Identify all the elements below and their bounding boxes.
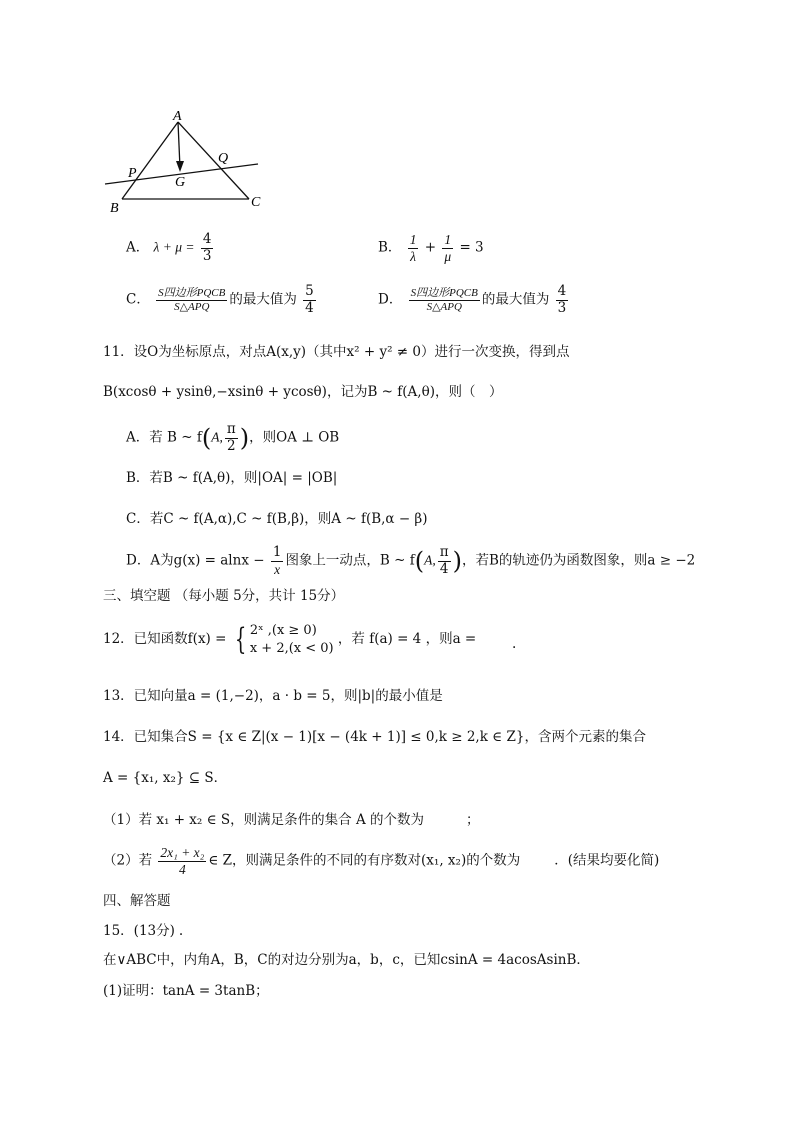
fraction: $\frac{1}{\lambda}$ <box>409 232 417 264</box>
q15-head: 15．(13分) . <box>103 923 184 939</box>
option-text: 图象上一动点，B ~ f <box>285 552 415 569</box>
label-C: C <box>251 195 261 210</box>
option-text: 的最大值为 <box>229 291 297 308</box>
piecewise-cases: 2ˣ ,(x ≥ 0) x + 2,(x < 0) <box>249 623 334 656</box>
label-G: G <box>175 175 186 190</box>
option-text: A．若 B ~ f <box>126 429 202 446</box>
option-text: D．A为g(x) = alnx − <box>126 552 265 569</box>
option-expr: = 3 <box>459 239 484 256</box>
label-A: A <box>173 109 182 124</box>
option-text: ，则OA ⊥ OB <box>249 429 340 446</box>
fraction: $\frac{1}{x}$ <box>272 544 282 577</box>
q15-line1: 在∨ABC中，内角A，B，C的对边分别为a，b，c，已知csinA = 4acosAsinB． <box>103 952 590 968</box>
fraction: $\frac{\text{2x₁ + x₂}}{4}$ <box>160 845 205 877</box>
section-heading-fill-in: 三、填空题 （每小题 5分，共计 15分） <box>103 588 345 604</box>
label-P: P <box>128 166 137 181</box>
q11-stem-line1: 11．设O为坐标原点，对点A(x,y)（其中x² + y² ≠ 0）进行一次变换，得到点 <box>103 344 570 360</box>
section-heading-solutions: 四、解答题 <box>103 893 171 909</box>
q12: 12．已知函数f(x) = { 2ˣ ,(x ≥ 0) x + 2,(x < 0) ，若 f(a) = 4 ，则a = <box>103 621 477 657</box>
q12-text: 12．已知函数f(x) = <box>103 631 227 648</box>
q10-option-b <box>378 232 484 264</box>
triangle-figure <box>95 108 285 218</box>
fraction: $\frac{\text{S四边形PQCB}}{\text{S△APQ}}$ <box>410 286 478 313</box>
fraction: $\frac{\pi}{4}$ <box>439 544 449 577</box>
option-expr: λ + μ = <box>153 239 195 255</box>
triangle-side-ac <box>178 122 249 199</box>
option-label: B． <box>378 239 402 256</box>
q11-option-c: C．若C ~ f(A,α),C ~ f(B,β)，则A ~ f(B,α − β) <box>126 511 428 527</box>
option-label: D． <box>378 291 403 308</box>
triangle-side-ab <box>122 122 178 199</box>
fraction: $\frac{\pi}{2}$ <box>226 421 236 454</box>
option-label: C． <box>126 291 150 308</box>
arrow-head-icon <box>176 161 184 172</box>
fraction: $\frac{1}{\mu}$ <box>444 232 452 264</box>
q12-period: . <box>512 636 517 652</box>
option-text: 的最大值为 <box>481 291 550 308</box>
q10-option-a <box>126 232 215 264</box>
option-text: ，若B的轨迹仍为函数图象，则a ≥ −2 <box>462 552 696 569</box>
label-B: B <box>110 201 119 216</box>
q14-line2: A = {x₁, x₂} ⊆ S． <box>103 770 228 786</box>
q15-line2: (1)证明：tanA = 3tanB； <box>103 983 269 999</box>
plus-sign: + <box>424 239 437 256</box>
fraction: $\frac{4}{3}$ <box>202 231 212 264</box>
q11-stem-line2: B(xcosθ + ysinθ,−xsinθ + ycosθ)，记为B ~ f(A,θ)，则（ ） <box>103 384 503 400</box>
fraction: $\frac{\text{S四边形PQCB}}{\text{S△APQ}}$ <box>158 286 226 313</box>
label-Q: Q <box>218 151 229 166</box>
q11-option-b: B．若B ~ f(A,θ)，则|OA| = |OB| <box>126 470 338 486</box>
q11-option-d: D．A为g(x) = alnx − $\frac{1}{x}$ 图象上一动点，B ~ f(A, $\frac{\pi}{4}$ )，若B的轨迹仍为函数图象，则a ≥ −2 <box>126 544 696 577</box>
q13: 13．已知向量a = (1,−2)，a · b = 5，则|b|的最小值是 <box>103 688 443 704</box>
q10-option-d <box>378 284 570 316</box>
q14-line1: 14．已知集合S = {x ∈ Z|(x − 1)[x − (4k + 1)] ≤ 0,k ≥ 2,k ∈ Z}，含两个元素的集合 <box>103 729 646 745</box>
q11-option-a: A．若 B ~ f(A, $\frac{\pi}{2}$ )，则OA ⊥ OB <box>126 421 340 454</box>
q10-option-c <box>126 284 318 316</box>
fraction: $\frac{5}{4}$ <box>305 283 314 316</box>
fraction: $\frac{4}{3}$ <box>557 283 567 316</box>
q12-text: ，若 f(a) = 4 ，则a = <box>337 631 477 648</box>
q14-part2: （2）若 $\frac{\text{2x₁ + x₂}}{4}$ ∈ Z，则满足条件的不同的有序数对(x₁, x₂)的个数为 ．(结果均要化简) <box>103 845 660 877</box>
option-label: A． <box>126 239 150 256</box>
q14-part1: （1）若 x₁ + x₂ ∈ S，则满足条件的集合 A 的个数为 ； <box>103 812 480 828</box>
